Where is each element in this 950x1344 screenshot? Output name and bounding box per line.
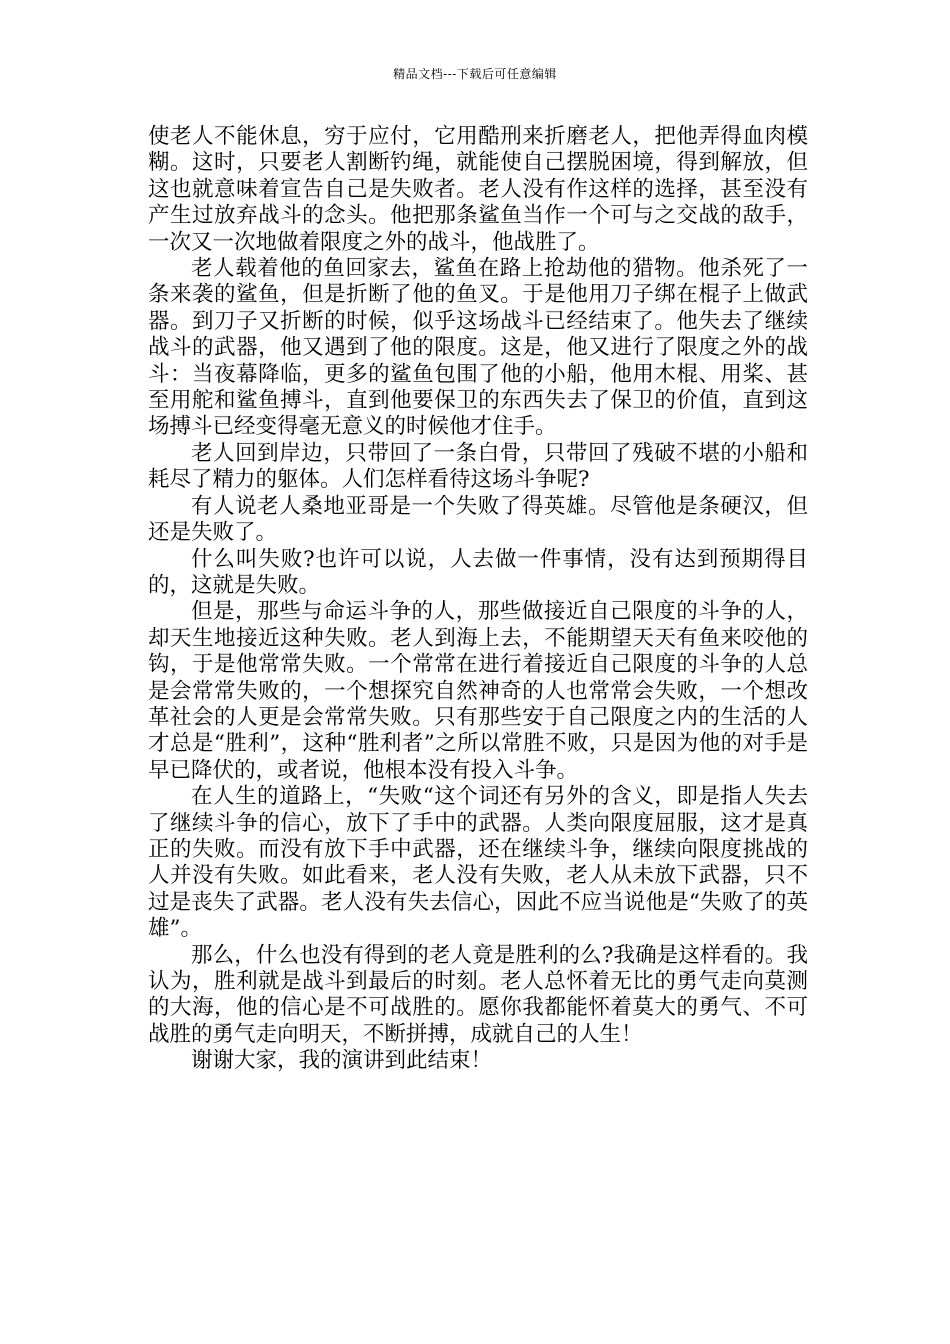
document-body — [148, 124, 808, 1075]
paragraph-9: 谢谢大家，我的演讲到此结束！ — [191, 1048, 493, 1074]
paragraph-7: 在人生的道路上，“失败“这个词还有另外的含义，即是指人失去了继续斗争的信心，放下了手中的武器。人类向限度屈服，这才是真正的失败。而没有放下手中武器，还在继续斗争，继续向限度挑战的人并没有失败。如此看来，老人没有失败，老人从未放下武器，只不过是丧失了武器。老人没有失去信心，因此不应当说他是“失败了的英雄”。 — [148, 784, 808, 942]
paragraph-3: 老人回到岸边，只带回了一条白骨，只带回了残破不堪的小船和耗尽了精力的躯体。人们怎样看待这场斗争呢? — [148, 440, 808, 493]
paragraph-6: 但是，那些与命运斗争的人，那些做接近自己限度的斗争的人，却天生地接近这种失败。老人到海上去，不能期望天天有鱼来咬他的钩，于是他常常失败。一个常常在进行着接近自己限度的斗争的人总是会常常失败的，一个想探究自然神奇的人也常常会失败，一个想改革社会的人更是会常常失败。只有那些安于自己限度之内的生活的人才总是“胜利”，这种“胜利者”之所以常胜不败，只是因为他的对手是早已降伏的，或者说，他根本没有投入斗争。 — [148, 599, 808, 783]
paragraph-2: 老人载着他的鱼回家去，鲨鱼在路上抢劫他的猎物。他杀死了一条来袭的鲨鱼，但是折断了他的鱼叉。于是他用刀子绑在棍子上做武器。到刀子又折断的时候，似乎这场战斗已经结束了。他失去了继续战斗的武器，他又遇到了他的限度。这是，他又进行了限度之外的战斗：当夜幕降临，更多的鲨鱼包围了他的小船，他用木棍、用桨、甚至用舵和鲨鱼搏斗，直到他要保卫的东西失去了保卫的价值，直到这场搏斗已经变得毫无意义的时候他才住手。 — [148, 256, 808, 440]
paragraph-4: 有人说老人桑地亚哥是一个失败了得英雄。尽管他是条硬汉，但还是失败了。 — [148, 493, 808, 546]
paragraph-1: 使老人不能休息，穷于应付，它用酷刑来折磨老人，把他弄得血肉模糊。这时，只要老人割断钓绳，就能使自己摆脱困境，得到解放，但这也就意味着宣告自己是失败者。老人没有作这样的选择，甚至没有产生过放弃战斗的念头。他把那条鲨鱼当作一个可与之交战的敌手，一次又一次地做着限度之外的战斗，他战胜了。 — [148, 124, 808, 255]
paragraph-5: 什么叫失败?也许可以说，人去做一件事情，没有达到预期得目的，这就是失败。 — [148, 546, 808, 598]
page-header: 精品文档---下载后可任意编辑 — [393, 67, 557, 81]
paragraph-8: 那么，什么也没有得到的老人竟是胜利的么?我确是这样看的。我认为，胜利就是战斗到最后的时刻。老人总怀着无比的勇气走向莫测的大海，他的信心是不可战胜的。愿你我都能怀着莫大的勇气、不可战胜的勇气走向明天，不断拼搏，成就自己的人生！ — [148, 942, 808, 1047]
